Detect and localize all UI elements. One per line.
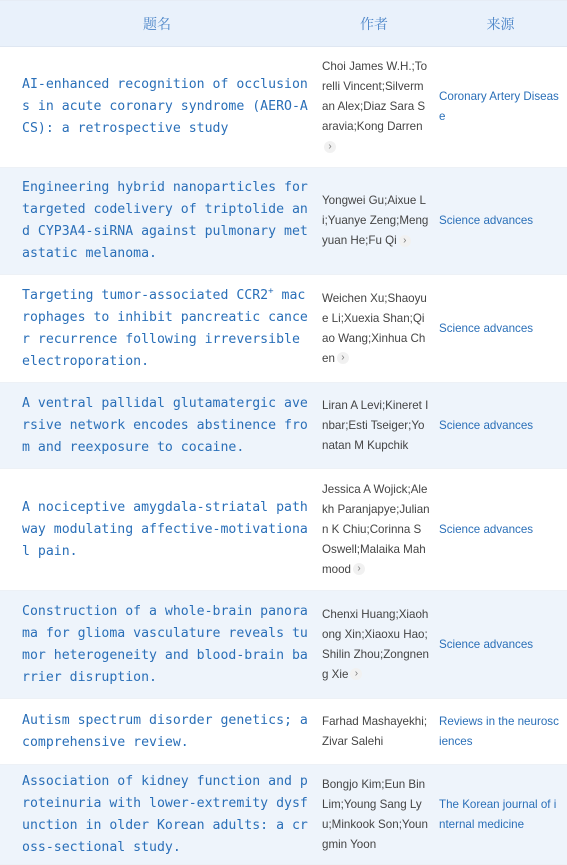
table-row (0, 168, 567, 275)
title-text: Targeting tumor-associated CCR2 (22, 287, 269, 303)
article-title-link[interactable] (0, 285, 314, 373)
expand-authors-icon[interactable]: › (399, 235, 411, 247)
title-text: macrophages to inhibit pancreatic cancer recurrence following irreversible electroporation. (22, 287, 308, 369)
table-row (0, 383, 567, 469)
author-names: Bongjo Kim;Eun Bin Lim;Young Sang Lyu;Minkook Son;Youngmin Yoon (322, 777, 428, 851)
author-list (314, 480, 434, 580)
header-source[interactable]: 来源 (486, 15, 515, 32)
source-link[interactable]: Reviews in the neurosciences (439, 714, 559, 748)
author-names: Weichen Xu;Shaoyue Li;Xuexia Shan;Qiao Wang;Xinhua Chen (322, 291, 427, 365)
table-row (0, 275, 567, 383)
source-link[interactable]: Coronary Artery Disease (439, 90, 559, 123)
article-title-link[interactable]: Engineering hybrid nanoparticles for targeted codelivery of triptolide and CYP3A4-siRNA against pulmonary metastatic melanoma. (22, 180, 308, 261)
author-names: Liran A Levi;Kineret Inbar;Esti Tseiger;Yonatan M Kupchik (322, 398, 429, 452)
expand-authors-icon[interactable]: › (324, 141, 336, 153)
table-header (0, 1, 567, 47)
table-row (0, 591, 567, 699)
author-list (314, 191, 434, 251)
table-row (0, 47, 567, 168)
expand-authors-icon[interactable]: › (353, 563, 365, 575)
source-link[interactable]: Science advances (439, 321, 534, 335)
article-title-link[interactable]: A nociceptive amygdala-striatal pathway modulating affective-motivational pain. (22, 499, 308, 559)
header-author[interactable]: 作者 (360, 15, 388, 32)
article-title-link[interactable]: Association of kidney function and proteinuria with lower-extremity dysfunction in older Korean adults: a cross-sectional study. (22, 773, 308, 855)
author-list (314, 712, 434, 752)
author-names: Jessica A Wojick;Alekh Paranjapye;Juliann K Chiu;Corinna S Oswell;Malaika Mahmood (322, 482, 430, 576)
author-names: Chenxi Huang;Xiaohong Xin;Xiaoxu Hao;Shilin Zhou;Zongneng Xie (322, 607, 429, 681)
expand-authors-icon[interactable]: › (350, 668, 362, 680)
article-title-link[interactable]: Autism spectrum disorder genetics; a comprehensive review. (22, 712, 308, 750)
article-title-link[interactable]: AI-enhanced recognition of occlusions in acute coronary syndrome (AERO-ACS): a retrospective study (22, 77, 308, 136)
source-link[interactable]: Science advances (439, 214, 534, 227)
header-title[interactable]: 题名 (143, 15, 171, 32)
source-link[interactable]: The Korean journal of internal medicine (439, 797, 557, 831)
table-row (0, 699, 567, 765)
author-names: Yongwei Gu;Aixue Li;Yuanye Zeng;Mengyuan He;Fu Qi (322, 194, 429, 247)
author-list (314, 605, 434, 685)
article-title-link[interactable]: A ventral pallidal glutamatergic aversive network encodes abstinence from and reexposure to cocaine. (22, 395, 308, 455)
article-title-link[interactable]: Construction of a whole-brain panorama for glioma vasculature reveals tumor heterogeneity and blood-brain barrier disruption. (22, 603, 308, 685)
source-link[interactable]: Science advances (439, 637, 534, 651)
table-row (0, 469, 567, 591)
author-list (314, 57, 434, 157)
table-row (0, 765, 567, 865)
source-link[interactable]: Science advances (439, 522, 534, 536)
author-list (314, 396, 434, 456)
source-link[interactable]: Science advances (439, 418, 534, 432)
author-list (314, 289, 434, 369)
author-names: Farhad Mashayekhi;Zivar Salehi (322, 714, 428, 748)
author-list (314, 775, 434, 855)
title-superscript: + (268, 286, 274, 297)
author-names: Choi James W.H.;Torelli Vincent;Silverman Alex;Diaz Sara Saravia;Kong Darren (322, 60, 428, 133)
expand-authors-icon[interactable]: › (337, 352, 349, 364)
